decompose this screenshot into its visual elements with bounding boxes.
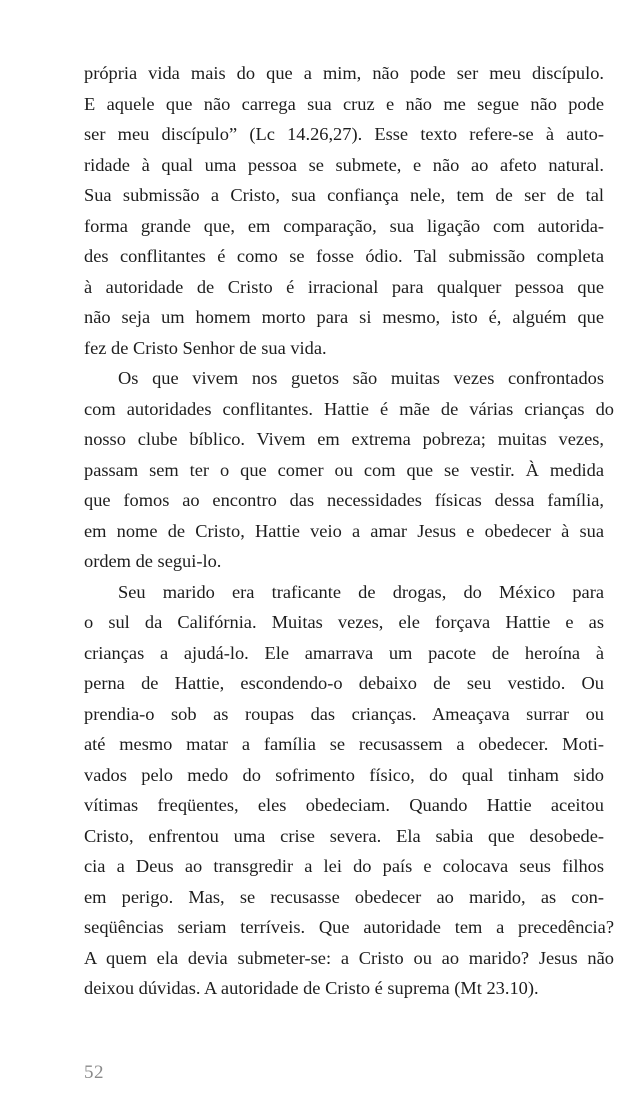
text-line: com autoridades conflitantes. Hattie é mãe de várias crianças do — [84, 398, 614, 419]
text-line: própria vida mais do que a mim, não pode ser meu discípulo. — [84, 63, 604, 83]
text-line: nosso clube bíblico. Vivem em extrema pobreza; muitas vezes, — [84, 429, 604, 449]
text-line: cia a Deus ao transgredir a lei do país e colocava seus filhos — [84, 856, 604, 876]
text-line: forma grande que, em comparação, sua ligação com autorida- — [84, 215, 604, 236]
text-line: em nome de Cristo, Hattie veio a amar Jesus e obedecer à sua — [84, 520, 604, 541]
text-line: A quem ela devia submeter-se: a Cristo ou ao marido? Jesus não — [84, 947, 614, 968]
text-line: perna de Hattie, escondendo-o debaixo de seu vestido. Ou — [84, 673, 604, 693]
text-line: ridade à qual uma pessoa se submete, e não ao afeto natural. — [84, 154, 604, 175]
body-text — [84, 58, 614, 1004]
text-line: deixou dúvidas. A autoridade de Cristo é suprema (Mt 23.10). — [84, 978, 539, 998]
page-number: 52 — [84, 1062, 104, 1083]
text-line: vítimas freqüentes, eles obedeciam. Quando Hattie aceitou — [84, 795, 604, 815]
text-line-indented: Os que vivem nos guetos são muitas vezes confrontados — [118, 368, 604, 388]
text-line: até mesmo matar a família se recusassem a obedecer. Moti- — [84, 734, 604, 754]
text-line: passam sem ter o que comer ou com que se vestir. À medida — [84, 459, 604, 480]
text-line: E aquele que não carrega sua cruz e não me segue não pode — [84, 93, 604, 114]
text-line: em perigo. Mas, se recusasse obedecer ao marido, as con- — [84, 886, 604, 907]
text-line: fez de Cristo Senhor de sua vida. — [84, 337, 327, 358]
text-line: ser meu discípulo” (Lc 14.26,27). Esse texto refere-se à auto- — [84, 124, 604, 144]
text-line-indented: Seu marido era traficante de drogas, do México para — [118, 581, 604, 602]
text-line: des conflitantes é como se fosse ódio. Tal submissão completa — [84, 246, 604, 266]
text-line: prendia-o sob as roupas das crianças. Ameaçava surrar ou — [84, 703, 604, 724]
text-line: Sua submissão a Cristo, sua confiança nele, tem de ser de tal — [84, 185, 604, 205]
text-line: que fomos ao encontro das necessidades físicas dessa família, — [84, 490, 604, 510]
text-line: não seja um homem morto para si mesmo, isto é, alguém que — [84, 307, 604, 327]
text-line: à autoridade de Cristo é irracional para qualquer pessoa que — [84, 276, 604, 297]
text-line: seqüências seriam terríveis. Que autoridade tem a precedência? — [84, 917, 614, 937]
text-line: Cristo, enfrentou uma crise severa. Ela sabia que desobede- — [84, 825, 604, 846]
text-line: vados pelo medo do sofrimento físico, do qual tinham sido — [84, 764, 604, 785]
text-line: crianças a ajudá-lo. Ele amarrava um pacote de heroína à — [84, 642, 604, 663]
text-line: o sul da Califórnia. Muitas vezes, ele forçava Hattie e as — [84, 612, 604, 632]
text-line: ordem de segui-lo. — [84, 551, 222, 571]
